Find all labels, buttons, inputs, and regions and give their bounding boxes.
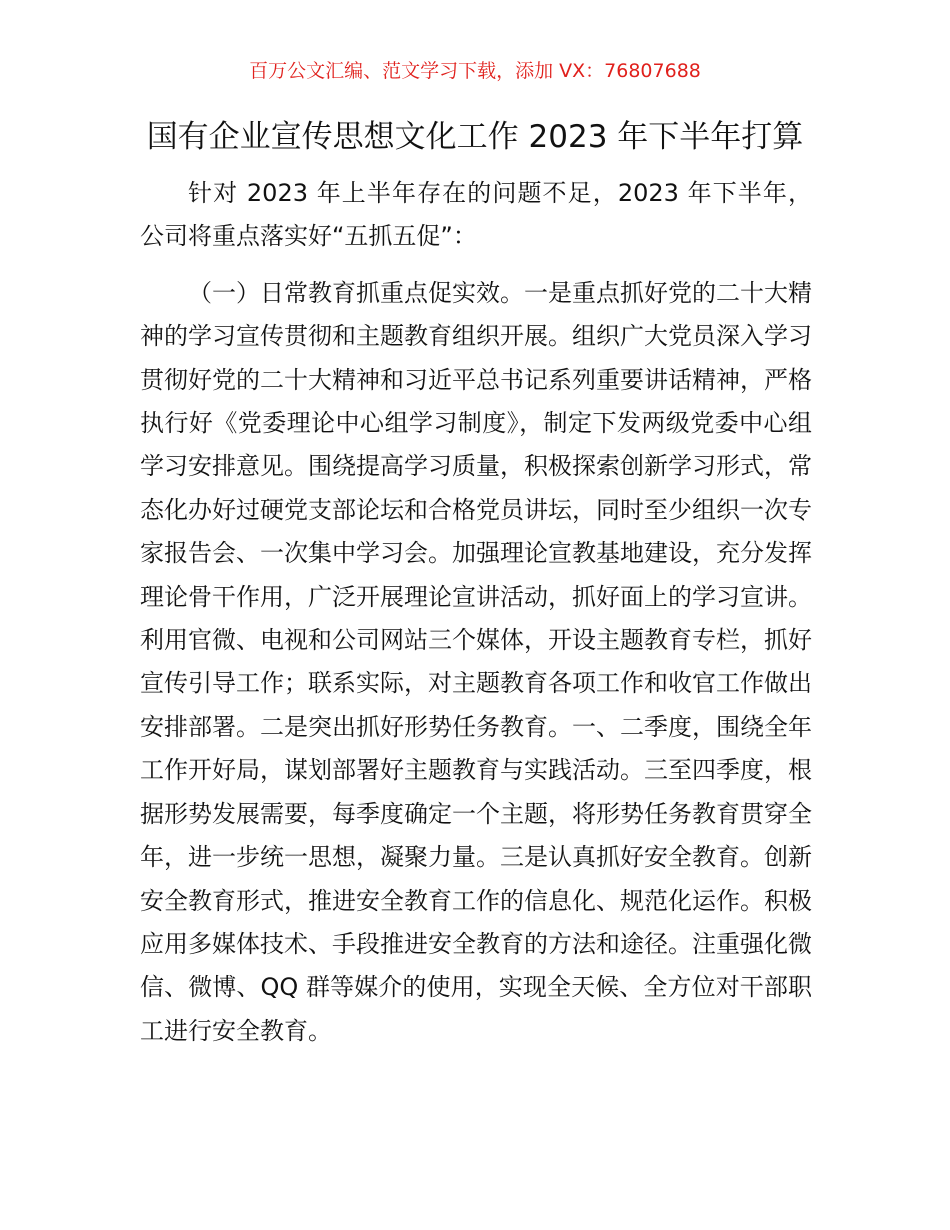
paragraph-section-1: （一）日常教育抓重点促实效。一是重点抓好党的二十大精神的学习宣传贯彻和主题教育组织开展。组织广大党员深入学习贯彻好党的二十大精神和习近平总书记系列重要讲话精神，严格执行好《党委理论中心组学习制度》，制定下发两级党委中心组学习安排意见。围绕提高学习质量，积极探索创新学习形式，常态化办好过硬党支部论坛和合格党员讲坛，同时至少组织一次专家报告会、一次集中学习会。加强理论宣教基地建设，充分发挥理论骨干作用，广泛开展理论宣讲活动，抓好面上的学习宣讲。利用官微、电视和公司网站三个媒体，开设主题教育专栏，抓好宣传引导工作；联系实际，对主题教育各项工作和收官工作做出安排部署。二是突出抓好形势任务教育。一、二季度，围绕全年工作开好局，谋划部署好主题教育与实践活动。三至四季度，根据形势发展需要，每季度确定一个主题，将形势任务教育贯穿全年，进一步统一思想，凝聚力量。三是认真抓好安全教育。创新安全教育形式，推进安全教育工作的信息化、规范化运作。积极应用多媒体技术、手段推进安全教育的方法和途径。注重强化微信、微博、QQ 群等媒介的使用，实现全天候、全方位对干部职工进行安全教育。 <box>140 278 812 1045</box>
document-title: 国有企业宣传思想文化工作 2023 年下半年打算 <box>146 119 804 155</box>
paragraph-intro: 针对 2023 年上半年存在的问题不足，2023 年下半年，公司将重点落实好“五抓五促”： <box>140 179 812 251</box>
document-body <box>140 172 812 1053</box>
header-promo-text: 百万公文汇编、范文学习下载，添加 VX：76807688 <box>249 60 701 82</box>
